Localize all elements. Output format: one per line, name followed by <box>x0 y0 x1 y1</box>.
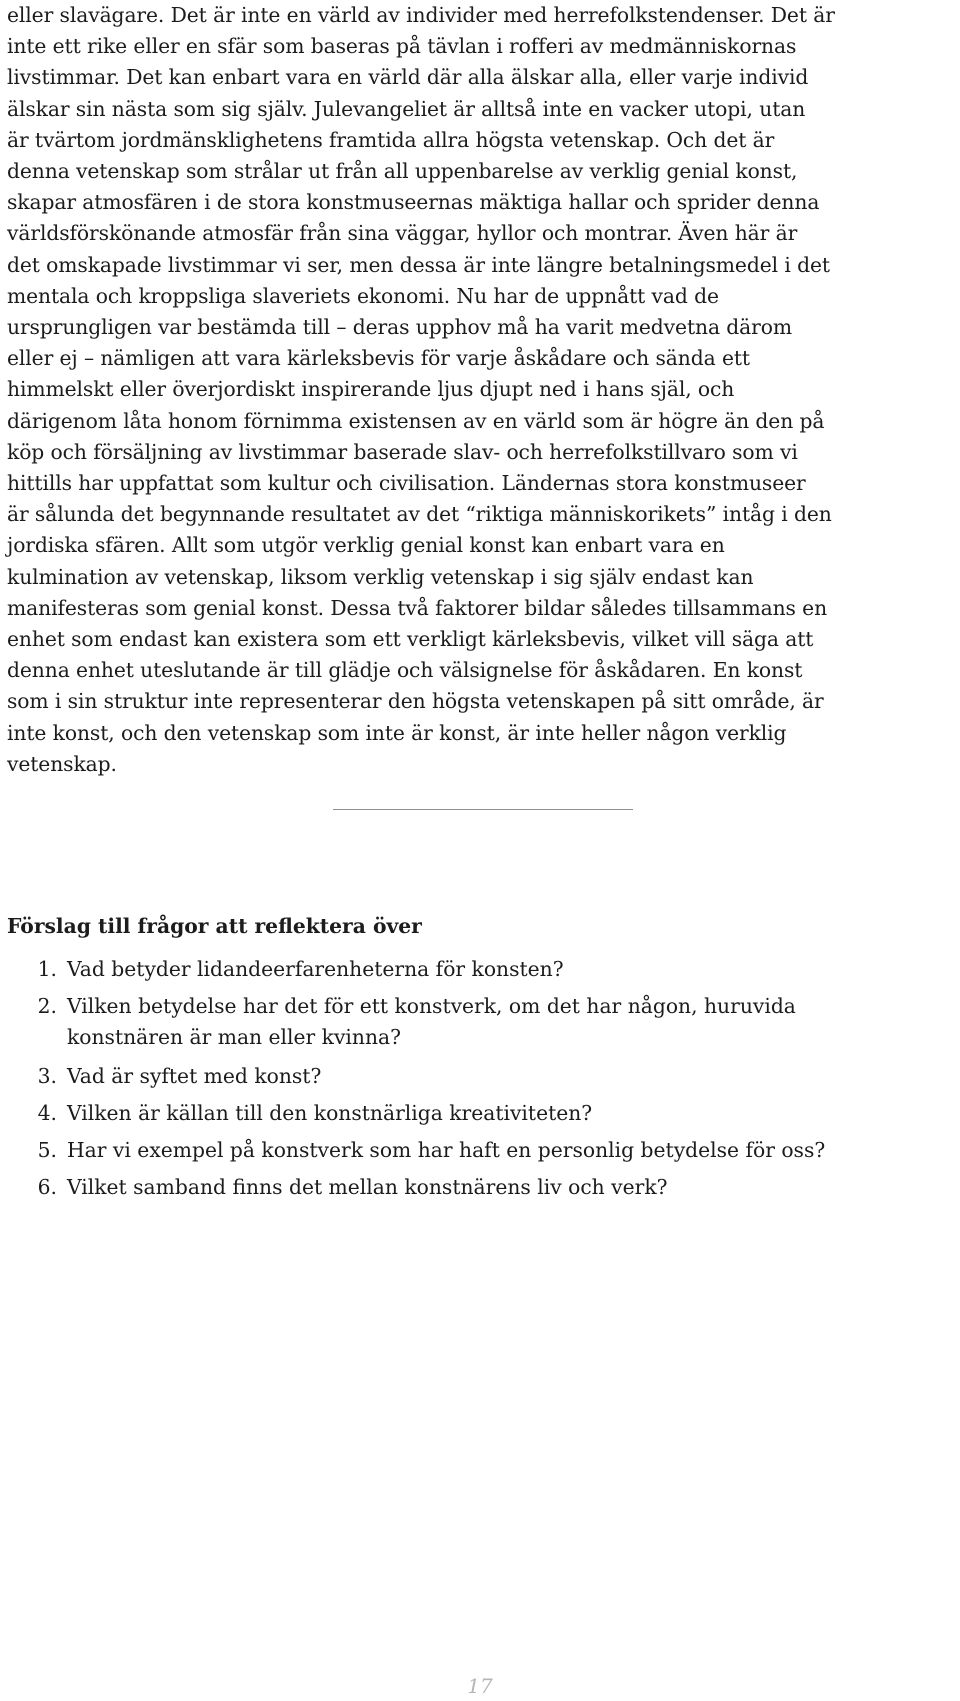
list-item-number: 4. <box>37 1101 57 1125</box>
section-divider <box>333 809 633 810</box>
questions-heading: Förslag till frågor att reflektera över <box>7 914 422 938</box>
list-item-text: Vad betyder lidandeerfarenheterna för konsten? <box>67 957 564 981</box>
list-item-number: 1. <box>37 957 57 981</box>
list-item-text: Vilket samband finns det mellan konstnärens liv och verk? <box>67 1175 668 1199</box>
list-item-text: Har vi exempel på konstverk som har haft en personlig betydelse för oss? <box>67 1138 826 1162</box>
list-item-number: 3. <box>37 1064 57 1088</box>
list-item-number: 5. <box>37 1138 57 1162</box>
list-item-number: 6. <box>37 1175 57 1199</box>
list-item-text: Vilken är källan till den konstnärliga kreativiteten? <box>67 1101 593 1125</box>
list-item-number: 2. <box>37 994 57 1018</box>
page-number: 17 <box>467 1674 493 1698</box>
body-paragraph: eller slavägare. Det är inte en värld av individer med herrefolkstendenser. Det är inte ett rike eller en sfär som baseras på tävlan i rofferi av medmänniskornas livstimmar. Det kan enbart vara en värld där alla älskar alla, eller varje individ älskar sin nästa som sig själv. Julevangeliet är alltså inte en vacker utopi, utan är tvärtom jordmänsklighetens framtida allra högsta vetenskap. Och det är denna vetenskap som strålar ut från all uppenbarelse av verklig genial konst, skapar atmosfären i de stora konstmuseernas mäktiga hallar och sprider denna världsförskönande atmosfär från sina väggar, hyllor och montrar. Även här är det omskapade livstimmar vi ser, men dessa är inte längre betalningsmedel i det mentala och kroppsliga slaveriets ekonomi. Nu har de uppnått vad de ursprungligen var bestämda till – deras upphov må ha varit medvetna därom eller ej – nämligen att vara kärleksbevis för varje åskådare och sända ett himmelskt eller överjordiskt inspirerande ljus djupt ned i hans själ, och därigenom låta honom förnimma existensen av en värld som är högre än den på köp och försäljning av livstimmar baserade slav- och herrefolkstillvaro som vi hittills har uppfattat som kultur och civilisation. Ländernas stora konstmuseer är sålunda det begynnande resultatet av det “riktiga människorikets” intåg i den jordiska sfären. Allt som utgör verklig genial konst kan enbart vara en kulmination av vetenskap, liksom verklig vetenskap i sig själv endast kan manifesteras som genial konst. Dessa två faktorer bildar således tillsammans en enhet som endast kan existera som ett verkligt kärleksbevis, vilket vill säga att denna enhet uteslutande är till glädje och välsignelse för åskådaren. En konst som i sin struktur inte representerar den högsta vetenskapen på sitt område, är inte konst, och den vetenskap som inte är konst, är inte heller någon verklig vetenskap. <box>7 3 835 776</box>
list-item-text: Vilken betydelse har det för ett konstverk, om det har någon, huruvida konstnären är man eller kvinna? <box>67 994 796 1049</box>
list-item-text: Vad är syftet med konst? <box>67 1064 322 1088</box>
